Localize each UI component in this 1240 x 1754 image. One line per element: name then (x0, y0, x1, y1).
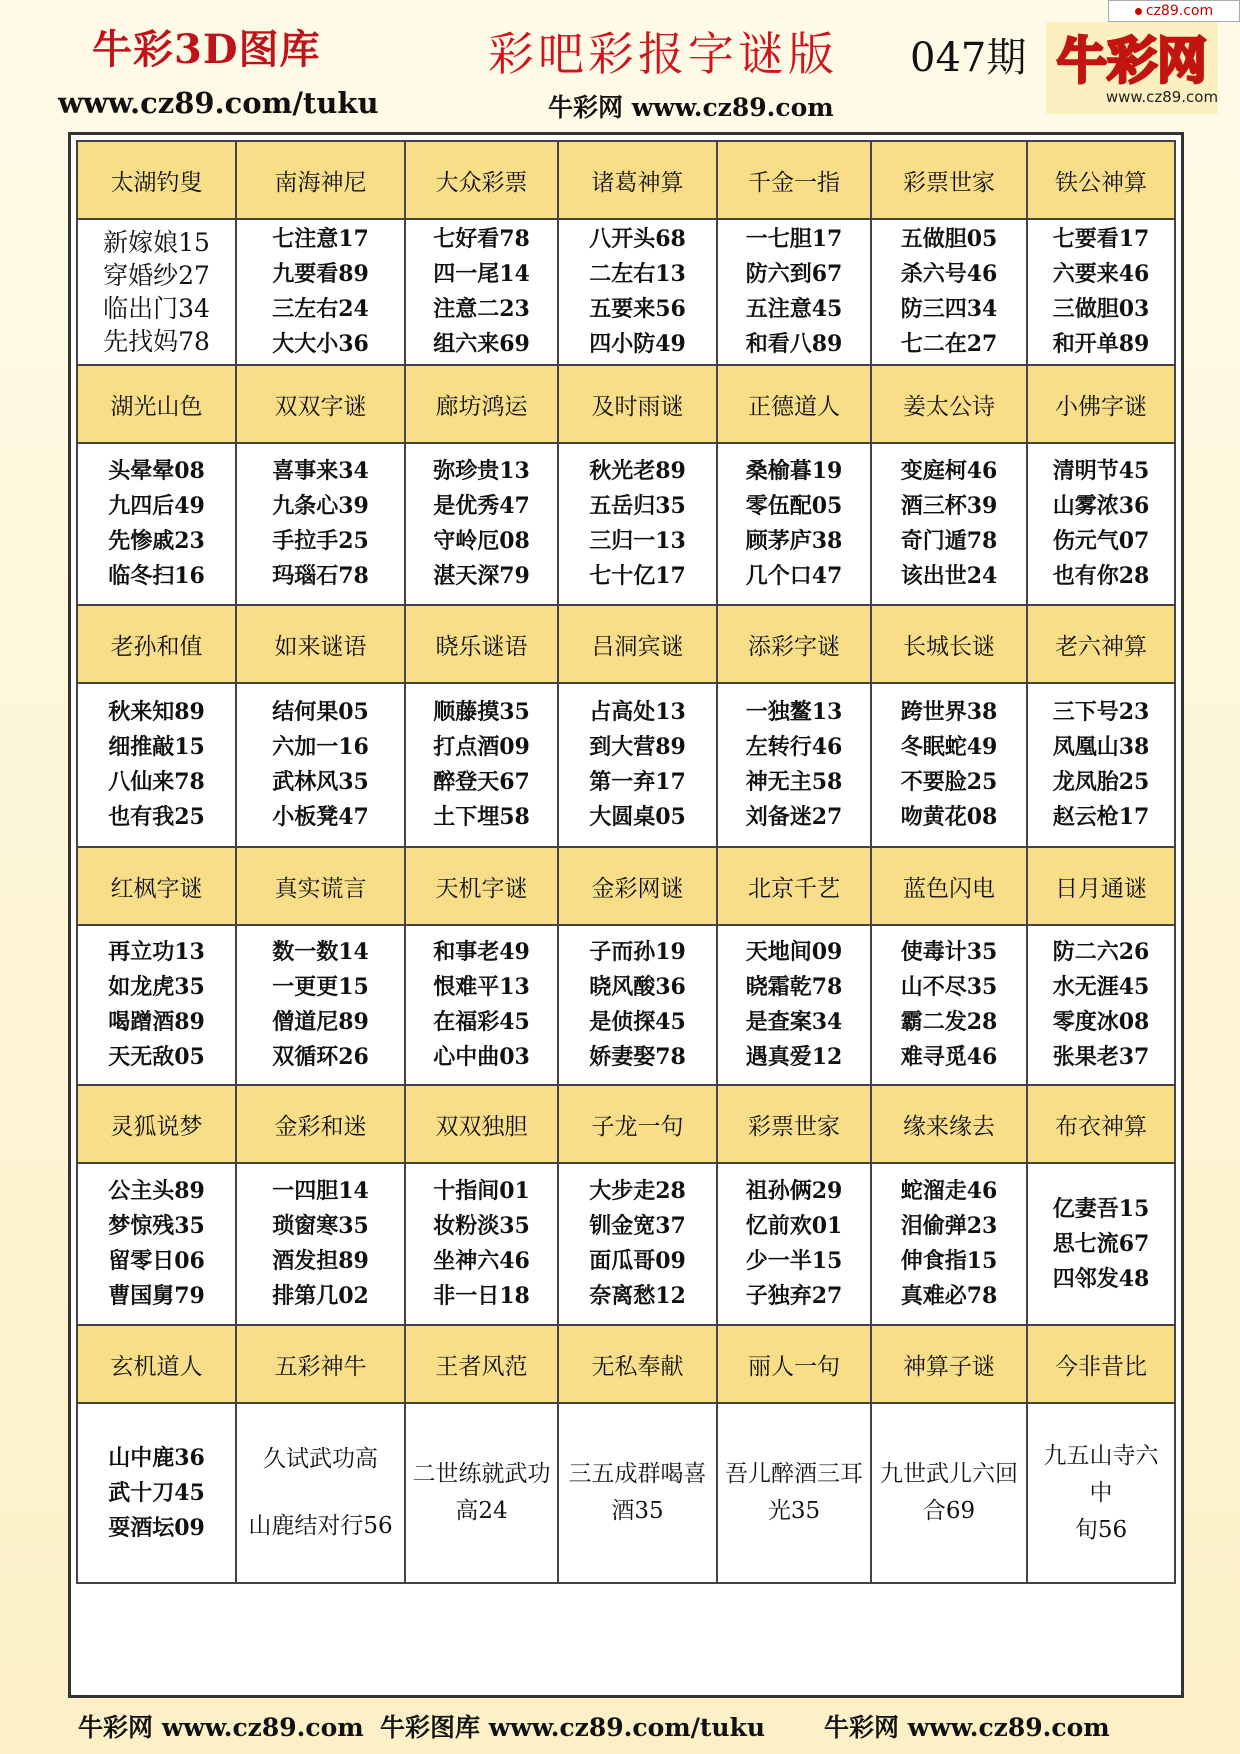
puzzle-line: 九条心39 (272, 493, 369, 519)
puzzle-line: 泪偷弹23 (900, 1213, 998, 1239)
puzzle-line: 使毒计35 (900, 939, 998, 965)
puzzle-cell (872, 684, 1028, 846)
puzzle-cell (76, 444, 237, 604)
puzzle-cell (718, 1164, 872, 1324)
puzzle-cell (872, 444, 1028, 604)
puzzle-line: 几个口47 (745, 563, 843, 589)
puzzle-line: 排第几02 (272, 1283, 369, 1309)
puzzle-line: 大大小36 (272, 331, 369, 357)
puzzle-line: 一四胆14 (272, 1178, 369, 1204)
puzzle-line: 四邻发48 (1052, 1265, 1150, 1292)
puzzle-line: 九世武儿六回 (880, 1461, 1018, 1487)
section-header-row (76, 364, 1176, 444)
puzzle-line: 二左右13 (589, 261, 686, 287)
svg-text:牛彩网: 牛彩网 (1057, 32, 1207, 90)
puzzle-line: 光35 (767, 1498, 821, 1524)
puzzle-line: 头晕晕08 (108, 458, 205, 484)
puzzle-cell (237, 220, 406, 364)
puzzle-line: 该出世24 (900, 563, 998, 589)
column-header: 彩票世家 (718, 1084, 872, 1164)
puzzle-line: 梦惊残35 (108, 1213, 205, 1239)
puzzle-line: 祖孙俩29 (745, 1178, 843, 1204)
column-header: 金彩和迷 (237, 1084, 406, 1164)
brand-url[interactable]: www.cz89.com/tuku (58, 86, 379, 120)
puzzle-cell (559, 220, 718, 364)
puzzle-line: 一独鳌13 (745, 699, 843, 725)
brand-title: 牛彩3D图库 (92, 26, 321, 73)
puzzle-line: 山不尽35 (900, 974, 998, 1000)
puzzle-line: 和事老49 (433, 939, 530, 965)
puzzle-line: 刘备迷27 (745, 804, 843, 830)
column-header: 金彩网谜 (559, 846, 718, 926)
puzzle-line: 零伍配05 (745, 493, 843, 519)
puzzle-line: 临出门34 (103, 294, 210, 323)
footer-link-2[interactable]: 牛彩图库 www.cz89.com/tuku (380, 1713, 766, 1742)
section-header-row (76, 1324, 1176, 1404)
column-header: 南海神尼 (237, 140, 406, 220)
puzzle-line: 子独弃27 (745, 1283, 843, 1309)
column-header: 老孙和值 (76, 604, 237, 684)
column-header: 小佛字谜 (1028, 364, 1176, 444)
section-header-row (76, 1084, 1176, 1164)
puzzle-cell (1028, 1164, 1176, 1324)
column-header: 彩票世家 (872, 140, 1028, 220)
puzzle-line: 忆前欢01 (745, 1213, 843, 1239)
puzzle-cell (406, 926, 559, 1084)
column-header: 千金一指 (718, 140, 872, 220)
puzzle-cell (718, 1404, 872, 1582)
column-header: 吕洞宾谜 (559, 604, 718, 684)
puzzle-cell (718, 684, 872, 846)
puzzle-cell (406, 444, 559, 604)
puzzle-line: 僧道尼89 (272, 1009, 369, 1035)
puzzle-line: 亿妻吾15 (1052, 1195, 1150, 1222)
puzzle-line: 和开单89 (1052, 331, 1150, 357)
puzzle-line: 五做胆05 (900, 226, 998, 252)
column-header: 双双独胆 (406, 1084, 559, 1164)
puzzle-line: 八仙来78 (108, 769, 205, 795)
column-header: 晓乐谜语 (406, 604, 559, 684)
column-header: 姜太公诗 (872, 364, 1028, 444)
puzzle-line: 吾儿醉酒三耳 (725, 1461, 863, 1487)
puzzle-cell (406, 1164, 559, 1324)
puzzle-line: 少一半15 (745, 1248, 843, 1274)
puzzle-line: 先找妈78 (103, 327, 210, 356)
puzzle-line: 子而孙19 (589, 939, 686, 965)
puzzle-line: 九要看89 (272, 261, 369, 287)
column-header: 廊坊鸿运 (406, 364, 559, 444)
puzzle-line: 旬56 (1074, 1516, 1128, 1543)
puzzle-cell (718, 220, 872, 364)
puzzle-line: 九四后49 (108, 493, 205, 519)
puzzle-line: 先惨戚23 (108, 528, 205, 554)
puzzle-line: 和看八89 (745, 331, 843, 357)
puzzle-line: 是查案34 (745, 1009, 843, 1035)
puzzle-line: 五注意45 (745, 296, 843, 322)
puzzle-line: 晓风酸36 (589, 974, 686, 1000)
puzzle-line: 湛天深79 (433, 563, 530, 589)
puzzle-line: 耍酒坛09 (108, 1514, 205, 1541)
page-title: 彩吧彩报字谜版 (488, 27, 838, 81)
puzzle-line: 顺藤摸35 (433, 699, 530, 725)
puzzle-line: 第一弃17 (589, 769, 686, 795)
puzzle-line: 数一数14 (272, 939, 369, 965)
puzzle-line: 再立功13 (108, 939, 205, 965)
puzzle-line: 三做胆03 (1052, 296, 1150, 322)
puzzle-line: 变庭柯46 (900, 458, 998, 484)
column-header: 双双字谜 (237, 364, 406, 444)
puzzle-line: 留零日06 (108, 1248, 205, 1274)
puzzle-line: 是侦探45 (589, 1009, 686, 1035)
column-header: 长城长谜 (872, 604, 1028, 684)
column-header: 子龙一句 (559, 1084, 718, 1164)
puzzle-line: 一七胆17 (745, 226, 843, 252)
puzzle-line: 赵云枪17 (1052, 804, 1150, 830)
puzzle-line: 在福彩45 (433, 1009, 530, 1035)
section-body-row (76, 926, 1176, 1084)
puzzle-line: 如龙虎35 (108, 974, 205, 1000)
puzzle-line: 三五成群喝喜 (568, 1461, 707, 1487)
puzzle-line: 注意二23 (433, 296, 530, 322)
puzzle-line: 弥珍贵13 (433, 458, 530, 484)
puzzle-line: 一更更15 (272, 974, 369, 1000)
puzzle-line: 酒35 (611, 1498, 664, 1524)
niucai-logo (1046, 22, 1218, 114)
puzzle-line: 霸二发28 (900, 1009, 998, 1035)
puzzle-line: 冬眠蛇49 (900, 734, 998, 760)
puzzle-line: 大圆桌05 (589, 804, 686, 830)
svg-text:www.cz89.com: www.cz89.com (1105, 88, 1218, 106)
column-header: 老六神算 (1028, 604, 1176, 684)
puzzle-cell (1028, 444, 1176, 604)
puzzle-cell (406, 684, 559, 846)
puzzle-cell (237, 926, 406, 1084)
puzzle-cell (237, 1164, 406, 1324)
puzzle-line: 武林风35 (272, 769, 369, 795)
puzzle-line: 妆粉淡35 (433, 1213, 530, 1239)
column-header: 铁公神算 (1028, 140, 1176, 220)
puzzle-line: 大步走28 (589, 1178, 686, 1204)
column-header: 湖光山色 (76, 364, 237, 444)
puzzle-line: 八开头68 (589, 226, 686, 252)
puzzle-cell (406, 1404, 559, 1582)
puzzle-line: 合69 (922, 1498, 976, 1524)
puzzle-cell (872, 1404, 1028, 1582)
puzzle-line: 山中鹿36 (108, 1444, 205, 1471)
section-body-row (76, 220, 1176, 364)
puzzle-line: 土下埋58 (433, 804, 530, 830)
issue-number: 047期 (910, 35, 1027, 81)
column-header: 如来谜语 (237, 604, 406, 684)
puzzle-line: 是优秀47 (433, 493, 530, 519)
puzzle-line: 小板凳47 (272, 804, 369, 830)
column-header: 玄机道人 (76, 1324, 237, 1404)
puzzle-line: 四小防49 (589, 331, 686, 357)
puzzle-cell (872, 220, 1028, 364)
puzzle-cell (406, 220, 559, 364)
puzzle-cell (237, 1404, 406, 1582)
puzzle-line: 公主头89 (108, 1178, 205, 1204)
puzzle-line: 双循环26 (272, 1044, 369, 1070)
column-header: 蓝色闪电 (872, 846, 1028, 926)
puzzle-line: 二世练就武功 (412, 1461, 551, 1487)
puzzle-line: 细推敲15 (108, 734, 205, 760)
puzzle-line: 玛瑙石78 (272, 563, 369, 589)
puzzle-line: 真难必78 (900, 1283, 998, 1309)
puzzle-board (68, 132, 1184, 1698)
column-header: 太湖钓叟 (76, 140, 237, 220)
puzzle-line: 奇门遁78 (900, 528, 998, 554)
puzzle-cell (559, 1164, 718, 1324)
puzzle-cell (1028, 684, 1176, 846)
puzzle-cell (559, 684, 718, 846)
puzzle-line: 穿婚纱27 (103, 261, 210, 290)
puzzle-cell (237, 684, 406, 846)
puzzle-line: 秋来知89 (108, 699, 205, 725)
site-url[interactable]: 牛彩网 www.cz89.com (548, 93, 834, 122)
puzzle-cell (718, 444, 872, 604)
puzzle-line: 五岳归35 (589, 493, 686, 519)
column-header: 大众彩票 (406, 140, 559, 220)
column-header: 及时雨谜 (559, 364, 718, 444)
puzzle-line: 临冬扫16 (108, 563, 205, 589)
puzzle-line: 娇妻娶78 (589, 1044, 686, 1070)
puzzle-cell (1028, 1404, 1176, 1582)
puzzle-line: 三左右24 (272, 296, 369, 322)
puzzle-cell (718, 926, 872, 1084)
puzzle-cell (559, 1404, 718, 1582)
puzzle-line: 十指间01 (433, 1178, 530, 1204)
puzzle-line: 喝蹭酒89 (108, 1009, 205, 1035)
puzzle-line: 手拉手25 (272, 528, 369, 554)
puzzle-line: 六要来46 (1052, 261, 1150, 287)
puzzle-line: 水无涯45 (1052, 974, 1150, 1000)
column-header: 布衣神算 (1028, 1084, 1176, 1164)
puzzle-line: 天无敌05 (108, 1044, 205, 1070)
puzzle-line: 曹国舅79 (108, 1283, 205, 1309)
column-header: 今非昔比 (1028, 1324, 1176, 1404)
puzzle-line: 神无主58 (745, 769, 843, 795)
puzzle-line: 七要看17 (1052, 226, 1150, 252)
puzzle-cell (1028, 926, 1176, 1084)
section-body-row (76, 444, 1176, 604)
puzzle-line: 天地间09 (745, 939, 843, 965)
section-body-row (76, 1404, 1176, 1584)
puzzle-line: 难寻觅46 (900, 1044, 998, 1070)
puzzle-cell (76, 926, 237, 1084)
section-header-row (76, 604, 1176, 684)
puzzle-cell (76, 684, 237, 846)
puzzle-line: 新嫁娘15 (103, 228, 210, 257)
column-header: 缘来缘去 (872, 1084, 1028, 1164)
column-header: 无私奉献 (559, 1324, 718, 1404)
puzzle-line: 占高处13 (589, 699, 686, 725)
puzzle-cell (872, 926, 1028, 1084)
puzzle-line: 杀六号46 (900, 261, 998, 287)
puzzle-cell (559, 926, 718, 1084)
puzzle-line: 到大营89 (589, 734, 686, 760)
puzzle-line: 山雾浓36 (1052, 493, 1150, 519)
puzzle-line: 钏金宽37 (589, 1213, 686, 1239)
puzzle-line: 坐神六46 (433, 1248, 530, 1274)
puzzle-line: 六加一16 (272, 734, 369, 760)
puzzle-line: 七注意17 (272, 226, 369, 252)
puzzle-line: 顾茅庐38 (745, 528, 843, 554)
column-header: 灵狐说梦 (76, 1084, 237, 1164)
puzzle-line: 武十刀45 (108, 1479, 205, 1506)
puzzle-line: 晓霜乾78 (745, 974, 843, 1000)
puzzle-cell (1028, 220, 1176, 364)
column-header: 红枫字谜 (76, 846, 237, 926)
puzzle-line: 跨世界38 (900, 699, 998, 725)
puzzle-cell (76, 1164, 237, 1324)
puzzle-line: 伤元气07 (1052, 528, 1150, 554)
puzzle-cell (76, 1404, 237, 1582)
column-header: 正德道人 (718, 364, 872, 444)
column-header: 神算子谜 (872, 1324, 1028, 1404)
section-header-row (76, 846, 1176, 926)
puzzle-line: 打点酒09 (433, 734, 530, 760)
puzzle-line: 结何果05 (272, 699, 369, 725)
column-header: 五彩神牛 (237, 1324, 406, 1404)
puzzle-line: 防二六26 (1052, 939, 1150, 965)
puzzle-cell (237, 444, 406, 604)
puzzle-line: 酒发担89 (272, 1248, 369, 1274)
puzzle-line: 也有我25 (108, 804, 205, 830)
puzzle-cell (872, 1164, 1028, 1324)
column-header: 真实谎言 (237, 846, 406, 926)
column-header: 日月通谜 (1028, 846, 1176, 926)
puzzle-line: 思七流67 (1052, 1230, 1150, 1257)
puzzle-line: 蛇溜走46 (900, 1178, 998, 1204)
puzzle-line: 不要脸25 (900, 769, 998, 795)
puzzle-line: 遇真爱12 (745, 1044, 843, 1070)
column-header: 天机字谜 (406, 846, 559, 926)
puzzle-line: 久试武功高 (263, 1446, 378, 1472)
column-header: 添彩字谜 (718, 604, 872, 684)
column-header: 丽人一句 (718, 1324, 872, 1404)
section-body-row (76, 1164, 1176, 1324)
puzzle-line: 清明节45 (1052, 458, 1150, 484)
puzzle-line: 高24 (455, 1498, 508, 1524)
column-header: 王者风范 (406, 1324, 559, 1404)
puzzle-line: 非一日18 (433, 1283, 530, 1309)
column-header: 北京千艺 (718, 846, 872, 926)
puzzle-line: 三归一13 (589, 528, 686, 554)
section-header-row (76, 140, 1176, 220)
puzzle-line: 七十亿17 (589, 563, 686, 589)
footer-link-1[interactable]: 牛彩网 www.cz89.com (78, 1713, 364, 1742)
puzzle-line: 九五山寺六中 (1043, 1442, 1159, 1506)
puzzle-line: 心中曲03 (433, 1044, 530, 1070)
puzzle-line: 凤凰山38 (1052, 734, 1150, 760)
puzzle-line: 组六来69 (433, 331, 530, 357)
puzzle-line: 秋光老89 (589, 458, 686, 484)
puzzle-line: 防三四34 (900, 296, 998, 322)
puzzle-line: 奈离愁12 (589, 1283, 686, 1309)
puzzle-grid (76, 140, 1176, 1584)
puzzle-line: 也有你28 (1052, 563, 1150, 589)
puzzle-line: 伸食指15 (900, 1248, 998, 1274)
puzzle-line: 喜事来34 (272, 458, 369, 484)
column-header: 诸葛神算 (559, 140, 718, 220)
puzzle-line: 七好看78 (433, 226, 530, 252)
puzzle-line: 四一尾14 (433, 261, 530, 287)
puzzle-cell (559, 444, 718, 604)
puzzle-line: 桑榆暮19 (745, 458, 843, 484)
puzzle-line: 左转行46 (745, 734, 843, 760)
puzzle-line: 五要来56 (589, 296, 686, 322)
puzzle-cell (76, 220, 237, 364)
puzzle-line: 零度冰08 (1052, 1009, 1150, 1035)
puzzle-line: 防六到67 (745, 261, 843, 287)
puzzle-line: 龙凤胎25 (1052, 769, 1150, 795)
puzzle-line: 七二在27 (900, 331, 998, 357)
corner-url: cz89.com (1145, 3, 1214, 19)
puzzle-line: 恨难平13 (433, 974, 530, 1000)
puzzle-line: 酒三杯39 (900, 493, 998, 519)
section-body-row (76, 684, 1176, 846)
puzzle-line: 面瓜哥09 (589, 1248, 686, 1274)
puzzle-line: 张果老37 (1052, 1044, 1150, 1070)
puzzle-line: 山鹿结对行56 (248, 1513, 393, 1539)
corner-watermark (1108, 0, 1240, 22)
puzzle-line: 醉登天67 (433, 769, 530, 795)
footer-link-3[interactable]: 牛彩网 www.cz89.com (824, 1713, 1110, 1742)
puzzle-line: 琐窗寒35 (272, 1213, 369, 1239)
puzzle-line: 吻黄花08 (900, 804, 998, 830)
puzzle-line: 守岭厄08 (433, 528, 530, 554)
puzzle-line: 三下号23 (1052, 699, 1150, 725)
